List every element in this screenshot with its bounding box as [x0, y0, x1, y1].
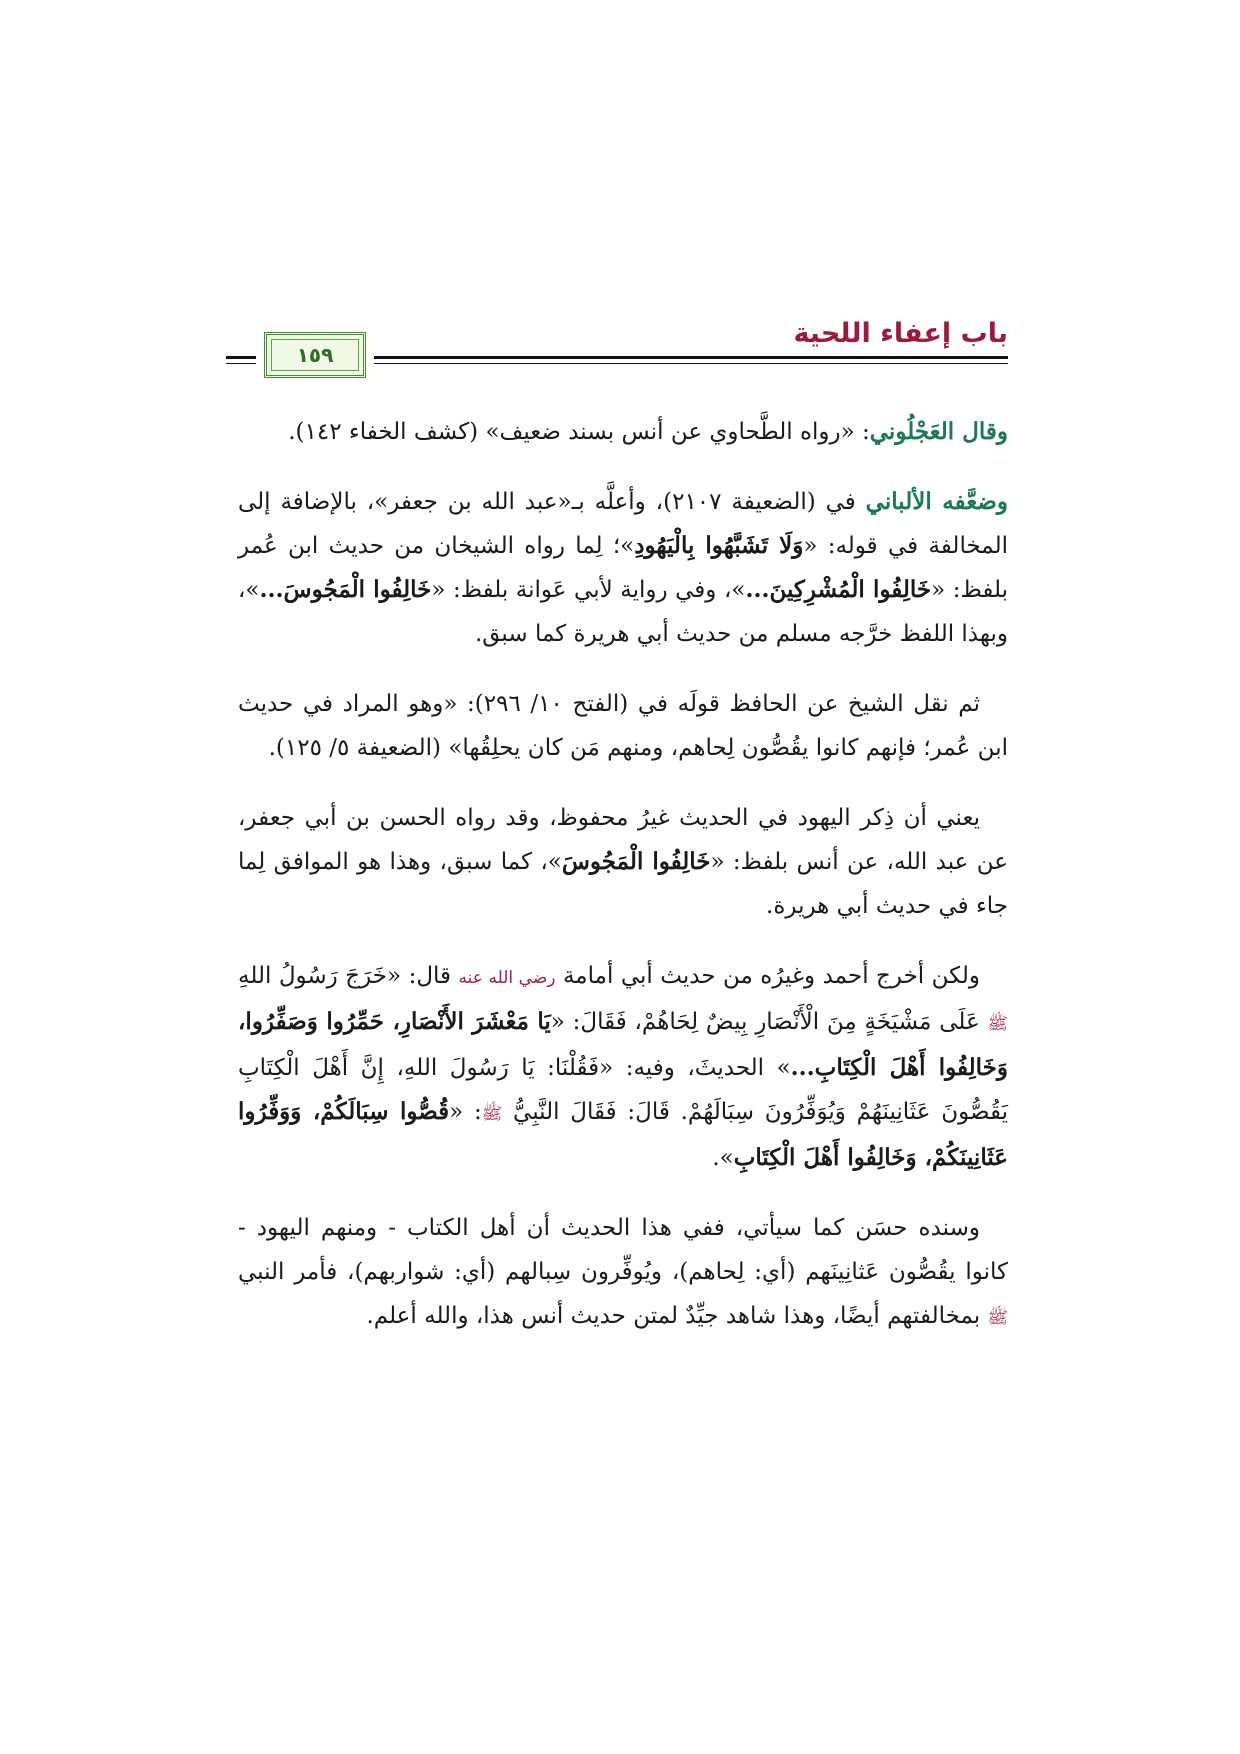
- paragraph-4: [238, 796, 1008, 928]
- scholar-name: وضعَّفه الألباني: [865, 488, 1008, 515]
- honorific-glyph: ﷺ: [987, 1014, 1008, 1034]
- paragraph-text: ولكن أخرج أحمد وغيرُه من حديث أبي أمامة: [555, 963, 980, 989]
- paragraph-text: وسنده حسَن كما سيأتي، ففي هذا الحديث أن أهل الكتاب - ومنهم اليهود - كانوا يقُصُّون عَثانِينَهم (أي: لِحاهم)، ويُوفِّرون سِبالهم (أي: شواربهم)، فأمر النبي: [238, 1215, 1008, 1285]
- hadith-quote: يَا مَعْشَرَ الأَنْصَارِ، حَمِّرُوا وَصَفِّرُوا، وَخَالِفُوا أَهْلَ الْكِتَابِ...: [238, 1008, 1008, 1081]
- paragraph-5: [238, 954, 1008, 1180]
- paragraph-text: عَلَى مَشْيَخَةٍ مِنَ الْأَنْصَارِ بِيضٌ لِحَاهُمْ، فَقَالَ: «: [550, 1009, 988, 1035]
- paragraph-text: »، كما سبق، وهذا هو الموافق لِما جاء في حديث أبي هريرة.: [238, 849, 1008, 919]
- paragraph-text: في (الضعيفة ٢١٠٧)، وأعلَّه بـ«عبد الله بن جعفر»، بالإضافة إلى المخالفة في قوله: «: [238, 489, 1008, 559]
- honorific-glyph: رضي الله عنه: [458, 968, 556, 988]
- header-rule: [374, 356, 1008, 364]
- paragraph-3: [238, 682, 1008, 770]
- paragraph-text: » الحديثَ، وفيه: «فَقُلْنَا: يَا رَسُولَ اللهِ، إِنَّ أَهْلَ الْكِتَابِ يَقُصُّونَ عَثَانِينَهُمْ وَيُوَفِّرُونَ سِبَالَهُمْ. قَالَ: فَقَالَ النَّبِيُّ: [238, 1055, 1008, 1125]
- page-header: [226, 318, 1008, 378]
- hadith-quote: خَالِفُوا الْمَجُوسَ...: [259, 576, 432, 603]
- page-number-badge: [264, 332, 366, 378]
- paragraph-text: : «رواه الطَّحاوي عن أنس بسند ضعيف» (كشف الخفاء ١٤٢).: [288, 419, 870, 445]
- paragraph-text: ثم نقل الشيخ عن الحافظ قولَه في (الفتح ١٠/ ٢٩٦): «وهو المراد في حديث ابن عُمر؛ فإنهم كانوا يقُصُّون لِحاهم، ومنهم مَن كان يحلِقُها» (الضعيفة ٥/ ١٢٥).: [238, 691, 1008, 761]
- paragraph-text: ».: [712, 1145, 734, 1171]
- honorific-glyph: ﷺ: [987, 1308, 1008, 1328]
- hadith-quote: خَالِفُوا الْمُشْرِكِينَ...: [745, 576, 932, 603]
- hadith-quote: خَالِفُوا الْمَجُوسَ: [561, 848, 711, 875]
- page-number: ١٥٩: [296, 343, 334, 367]
- honorific-glyph: ﷺ: [481, 1104, 503, 1124]
- paragraph-1: [238, 410, 1008, 454]
- paragraph-text: : «: [449, 1099, 482, 1125]
- paragraph-text: »، وفي رواية لأبي عَوانة بلفظ: «: [431, 577, 746, 603]
- hadith-quote: قُصُّوا سِبَالَكُمْ، وَوَفِّرُوا عَثَانِينَكُمْ، وَخَالِفُوا أَهْلَ الْكِتَابِ: [238, 1098, 1008, 1171]
- scholar-name: وقال العَجْلُوني: [869, 418, 1008, 445]
- paragraph-text: بمخالفتهم أيضًا، وهذا شاهد جيِّدٌ لمتن حديث أنس هذا، والله أعلم.: [366, 1303, 988, 1329]
- chapter-title: باب إعفاء اللحية: [793, 318, 1008, 349]
- paragraph-text: يعني أن ذِكر اليهود في الحديث غيرُ محفوظ، وقد رواه الحسن بن أبي جعفر، عن عبد الله، عن أنس بلفظ: «: [238, 805, 1008, 875]
- header-rule-left: [226, 356, 256, 364]
- page-body: [238, 410, 1008, 1366]
- paragraph-text: »؛ لِما رواه الشيخان من حديث ابن عُمر بلفظ: «: [238, 533, 1008, 603]
- hadith-quote: وَلَا تَشَبَّهُوا بِالْيَهُودِ: [634, 532, 804, 559]
- paragraph-text: قال: «خَرَجَ رَسُولُ اللهِ: [238, 963, 459, 989]
- paragraph-6: [238, 1206, 1008, 1340]
- paragraph-2: [238, 480, 1008, 656]
- paragraph-text: »، وبهذا اللفظ خرَّجه مسلم من حديث أبي هريرة كما سبق.: [238, 577, 1008, 647]
